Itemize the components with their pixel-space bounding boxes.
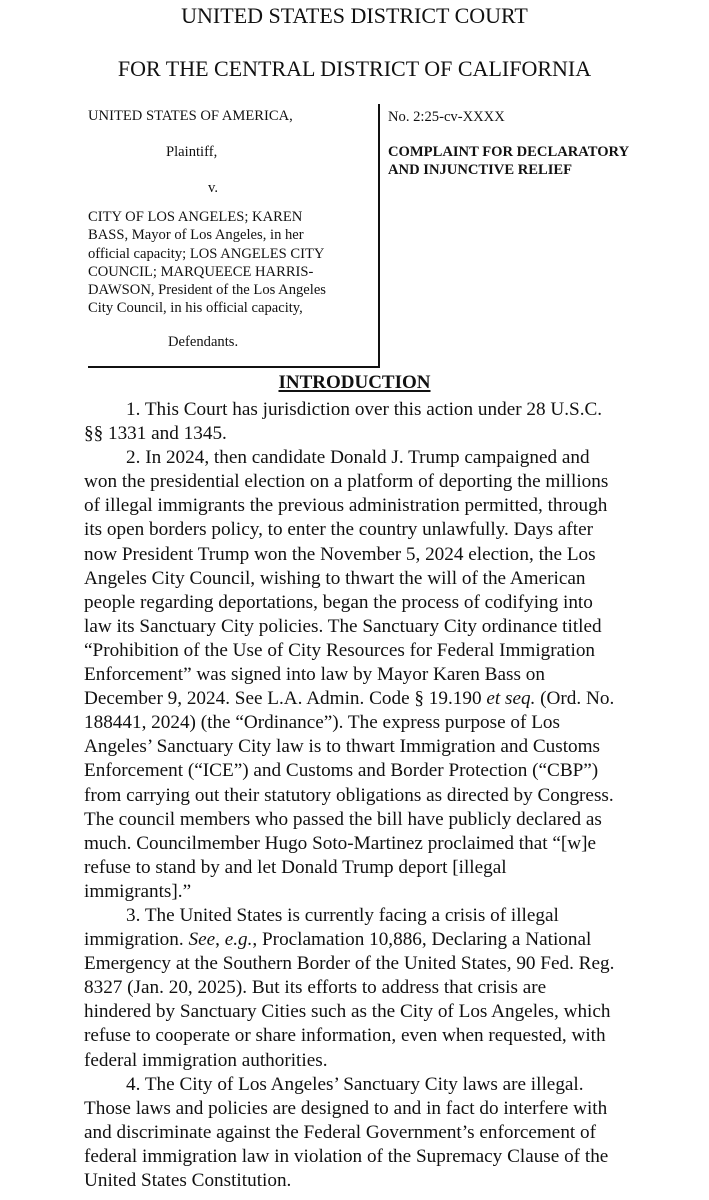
body-line [84, 446, 694, 470]
body-text-segment: refuse to cooperate or share information, even when requested, with [84, 1025, 606, 1047]
body-line [84, 1169, 694, 1193]
body-text-segment: of illegal immigrants the previous administration permitted, through [84, 495, 608, 517]
body-line [84, 759, 694, 783]
body-text-segment: The council members who passed the bill have publicly declared as [84, 808, 602, 830]
body-line [84, 398, 694, 422]
body-text-segment: 4. The City of Los Angeles’ Sanctuary City laws are illegal. [126, 1073, 584, 1095]
body-line [84, 615, 694, 639]
body-line [84, 663, 694, 687]
body-line [84, 856, 694, 880]
body-line [84, 1097, 694, 1121]
body-line [84, 1121, 694, 1145]
body-text-segment: United States Constitution. [84, 1170, 292, 1191]
body-text-segment: won the presidential election on a platform of deporting the millions [84, 471, 609, 493]
body-line [84, 567, 694, 591]
body-text-segment: Enforcement (“ICE”) and Customs and Border Protection (“CBP”) [84, 760, 599, 782]
body-line [84, 976, 694, 1000]
body-text-segment: law its Sanctuary City policies. The Sanctuary City ordinance titled [84, 615, 602, 637]
body-text-segment: and discriminate against the Federal Government’s enforcement of [84, 1121, 597, 1143]
body-line [84, 470, 694, 494]
body-line [84, 904, 694, 928]
body-text-segment: 3. The United States is currently facing a crisis of illegal [126, 904, 559, 926]
caption-divider-vertical [378, 104, 380, 367]
body-text-segment: December 9, 2024. See L.A. Admin. Code § 19.190 [84, 688, 487, 710]
body-text-segment: “Prohibition of the Use of City Resources for Federal Immigration [84, 639, 596, 661]
body-line [84, 735, 694, 759]
defendants-line: COUNCIL; MARQUEECE HARRIS- [88, 263, 314, 280]
body-text-segment: immigration. [84, 929, 189, 951]
body-line [84, 1145, 694, 1169]
defendants-label: Defendants. [168, 334, 239, 350]
body-text-segment: federal immigration authorities. [84, 1049, 328, 1071]
body-line [84, 422, 694, 446]
case-number: No. 2:25-cv-XXXX [388, 109, 505, 125]
body-text-segment: Enforcement” was signed into law by Mayor Karen Bass on [84, 664, 545, 686]
body-line [84, 591, 694, 615]
body-text-segment: federal immigration law in violation of the Supremacy Clause of the [84, 1145, 609, 1167]
italic-citation: e.g. [224, 929, 253, 951]
body-text-segment: Angeles’ Sanctuary City law is to thwart Immigration and Customs [84, 736, 601, 758]
plaintiff-name: UNITED STATES OF AMERICA, [88, 108, 293, 124]
body-text-segment: 2. In 2024, then candidate Donald J. Trump campaigned and [126, 447, 590, 469]
court-name: UNITED STATES DISTRICT COURT [181, 3, 528, 28]
body-line [84, 1000, 694, 1024]
body-text-segment: its open borders policy, to enter the country unlawfully. Days after [84, 519, 594, 541]
plaintiff-label: Plaintiff, [166, 144, 218, 160]
body-text-segment: 188441, 2024) (the “Ordinance”). The express purpose of Los [84, 712, 560, 734]
body-text-segment: Angeles City Council, wishing to thwart the will of the American [84, 567, 586, 589]
body-text-segment: immigrants].” [84, 880, 192, 902]
body-text-segment: refuse to stand by and let Donald Trump deport [illegal [84, 856, 507, 878]
body-text [84, 398, 694, 1193]
defendants-line: CITY OF LOS ANGELES; KAREN [88, 209, 303, 225]
body-text-segment: people regarding deportations, began the process of codifying into [84, 591, 593, 613]
versus-label: v. [208, 180, 218, 196]
body-text-segment: from carrying out their statutory obligations as directed by Congress. [84, 784, 614, 806]
court-district: FOR THE CENTRAL DISTRICT OF CALIFORNIA [117, 56, 592, 81]
body-text-segment: Emergency at the Southern Border of the United States, 90 Fed. Reg. [84, 953, 615, 975]
body-text-segment: 8327 (Jan. 20, 2025). But its efforts to address that crisis are [84, 977, 547, 999]
body-line [84, 928, 694, 952]
body-text-segment: , Proclamation 10,886, Declaring a National [252, 929, 592, 951]
body-text-segment: , [215, 929, 225, 951]
body-line [84, 639, 694, 663]
body-line [84, 880, 694, 904]
body-line [84, 518, 694, 542]
body-line [84, 952, 694, 976]
body-line [84, 687, 694, 711]
body-line [84, 711, 694, 735]
document-title-line: COMPLAINT FOR DECLARATORY [388, 144, 630, 160]
defendants-line: official capacity; LOS ANGELES CITY [88, 245, 325, 262]
body-line [84, 1024, 694, 1048]
body-line [84, 808, 694, 832]
body-text-segment: Those laws and policies are designed to and in fact do interfere with [84, 1097, 608, 1119]
defendants-list [88, 208, 368, 318]
defendants-line: City Council, in his official capacity, [88, 300, 303, 317]
italic-citation: See [188, 929, 216, 951]
section-heading: INTRODUCTION [278, 372, 431, 393]
document-title [388, 143, 629, 180]
body-text-segment: hindered by Sanctuary Cities such as the City of Los Angeles, which [84, 1001, 611, 1023]
body-line [84, 543, 694, 567]
body-text-segment: §§ 1331 and 1345. [84, 423, 227, 445]
italic-citation: et seq. [486, 688, 536, 710]
caption-divider-horizontal [88, 366, 380, 368]
defendants-line: DAWSON, President of the Los Angeles [88, 282, 326, 299]
body-text-segment: (Ord. No. [535, 688, 615, 710]
body-line [84, 494, 694, 518]
document-title-line: AND INJUNCTIVE RELIEF [388, 162, 573, 179]
defendants-line: BASS, Mayor of Los Angeles, in her [88, 227, 304, 244]
body-line [84, 832, 694, 856]
body-line [84, 784, 694, 808]
body-text-segment: now President Trump won the November 5, 2024 election, the Los [84, 543, 596, 565]
body-line [84, 1073, 694, 1097]
body-text-segment: much. Councilmember Hugo Soto-Martinez proclaimed that “[w]e [84, 832, 597, 854]
body-line [84, 1049, 694, 1073]
body-text-segment: 1. This Court has jurisdiction over this action under 28 U.S.C. [126, 399, 603, 420]
